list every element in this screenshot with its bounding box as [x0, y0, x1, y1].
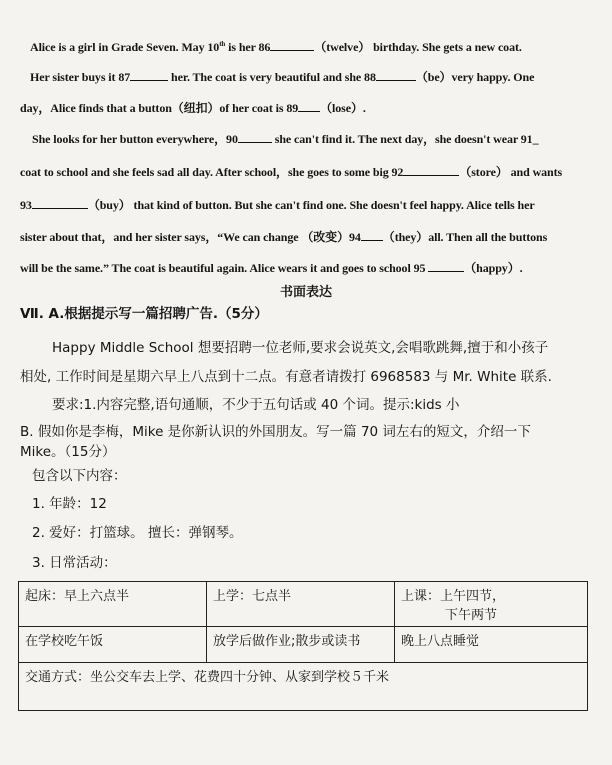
- passage-line-7: sister about that，and her sister says，“We can change （改变）94 （they）all. Then all the buttons: [20, 230, 548, 244]
- part-b-title: B. 假如你是李梅，Mike 是你新认识的外国朋友。写一篇 70 词左右的短文，介绍一下: [20, 424, 531, 440]
- blank-86: [270, 39, 314, 51]
- table-row: [19, 663, 588, 711]
- item-daily-activities: 3. 日常活动：: [32, 555, 117, 571]
- section-title: 书面表达: [280, 285, 333, 300]
- table-cell: 上学：七点半: [207, 582, 395, 627]
- table-cell: 交通方式：坐公交车去上学、花费四十分钟、从家到学校５千米: [19, 663, 588, 711]
- passage-line-8: will be the same.” The coat is beautiful again. Alice wears it and goes to school 95 （happy）.: [20, 261, 523, 275]
- item-hobbies: 2. 爱好：打篮球。 擅长：弹钢琴。: [32, 525, 243, 541]
- part-a-prompt-line-1: Happy Middle School 想要招聘一位老师,要求会说英文,会唱歌跳舞,擅于和小孩子: [52, 340, 549, 356]
- blank-95: [428, 260, 464, 272]
- part-a-prompt-line-2: 相处, 工作时间是星期六早上八点到十二点。有意者请拨打 6968583 与 Mr. White 联系.: [20, 369, 552, 385]
- table-cell: 上课：上午四节， 下午两节: [395, 582, 588, 627]
- blank-90: [238, 131, 272, 143]
- blank-93: [32, 197, 88, 209]
- passage-line-2: Her sister buys it 87 her. The coat is very beautiful and she 88 （be）very happy. One: [30, 70, 535, 84]
- passage-line-1: Alice is a girl in Grade Seven. May 10th is her 86 （twelve） birthday. She gets a new coat.: [30, 40, 522, 54]
- passage-line-6: 93 （buy） that kind of button. But she can't find one. She doesn't feel happy. Alice tells her: [20, 198, 535, 212]
- passage-line-4: She looks for her button everywhere，90 she can't find it. The next day，she doesn't wear 91_: [32, 132, 539, 146]
- table-cell: 在学校吃午饭: [19, 627, 207, 663]
- table-cell: 起床：早上六点半: [19, 582, 207, 627]
- blank-92: [403, 164, 459, 176]
- part-b-intro: 包含以下内容：: [32, 468, 127, 484]
- passage-line-3: day，Alice finds that a button（纽扣）of her coat is 89 （lose）.: [20, 101, 366, 115]
- blank-94: [361, 229, 383, 241]
- item-age: 1. 年龄：12: [32, 496, 107, 512]
- table-cell: 晚上八点睡觉: [395, 627, 588, 663]
- table-cell: 放学后做作业;散步或读书: [207, 627, 395, 663]
- part-a-title: Ⅶ. A.根据提示写一篇招聘广告.（5分）: [20, 306, 268, 322]
- daily-schedule-table: [18, 581, 588, 711]
- passage-line-5: coat to school and she feels sad all day. After school，she goes to some big 92 （store） and wants: [20, 165, 563, 179]
- blank-88: [376, 69, 416, 81]
- blank-87: [130, 69, 168, 81]
- table-row: [19, 582, 588, 627]
- table-row: [19, 627, 588, 663]
- blank-89: [298, 100, 320, 112]
- part-a-requirement: 要求:1.内容完整,语句通顺，不少于五句话或 40 个词。提示:kids 小: [52, 397, 460, 413]
- part-b-title-cont: Mike。（15分）: [20, 444, 116, 460]
